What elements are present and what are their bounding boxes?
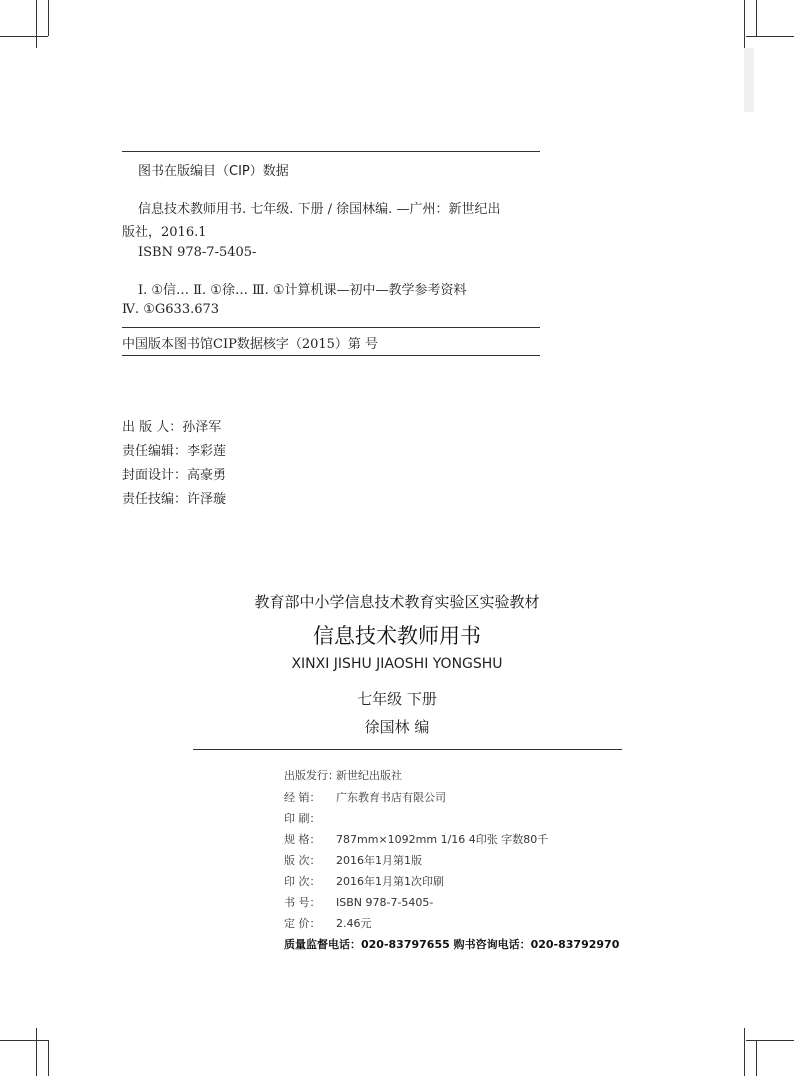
book-title-pinyin: XINXI JISHU JIAOSHI YONGSHU	[291, 656, 503, 672]
publication-row	[284, 915, 372, 931]
crop-mark	[744, 0, 745, 48]
crop-mark	[746, 1040, 794, 1041]
crop-mark	[0, 36, 48, 37]
cip-top-rule	[122, 151, 540, 152]
publication-value: 新世纪出版社	[336, 769, 402, 782]
publication-row	[284, 810, 336, 826]
staff-credit: 责任编辑：李彩莲	[122, 444, 227, 459]
staff-credit: 封面设计：高豪勇	[122, 468, 227, 483]
publication-label: 书 号：	[284, 896, 321, 909]
cip-line: 中国版本图书馆CIP数据核字（2015）第 号	[122, 337, 379, 352]
publication-row	[284, 894, 433, 910]
crop-mark	[756, 0, 757, 36]
crop-mark	[48, 1040, 49, 1076]
publication-label: 定 价：	[284, 917, 321, 930]
cip-line: ISBN 978-7-5405-	[138, 245, 257, 260]
publication-value: 787mm×1092mm 1/16 4印张 字数80千	[336, 833, 549, 846]
staff-credit: 责任技编：许泽璇	[122, 492, 227, 507]
crop-mark	[756, 1040, 757, 1076]
publication-value: 广东教育书店有限公司	[336, 791, 446, 804]
hotline: 质量监督电话：020-83797655 购书咨询电话：020-83792970	[284, 938, 620, 951]
book-title: 信息技术教师用书	[313, 624, 481, 648]
crop-mark	[744, 1028, 745, 1076]
publication-value: 2016年1月第1次印刷	[336, 875, 444, 888]
color-bar	[744, 48, 754, 112]
publication-row	[284, 852, 422, 868]
grade-volume: 七年级 下册	[357, 690, 437, 708]
publication-label: 版 次：	[284, 854, 321, 867]
cip-mid-rule	[122, 327, 540, 328]
cip-line: 版社，2016.1	[122, 225, 207, 240]
crop-mark	[36, 0, 37, 48]
publication-rule	[193, 749, 622, 750]
publication-label: 出版发行：	[284, 769, 339, 782]
cip-line: Ⅰ. ①信… Ⅱ. ①徐… Ⅲ. ①计算机课—初中—教学参考资料	[138, 283, 467, 298]
series-title: 教育部中小学信息技术教育实验区实验教材	[254, 593, 540, 611]
cip-bottom-rule	[122, 355, 540, 356]
publication-value: ISBN 978-7-5405-	[336, 896, 434, 909]
publication-label: 印 次：	[284, 875, 321, 888]
cip-line: 信息技术教师用书. 七年级. 下册 / 徐国林编. —广州：新世纪出	[138, 202, 501, 217]
publication-label: 规 格：	[284, 833, 321, 846]
author: 徐国林 编	[364, 718, 430, 736]
crop-mark	[48, 0, 49, 36]
staff-credit: 出 版 人：孙泽军	[122, 420, 222, 435]
crop-mark	[0, 1040, 48, 1041]
publication-label: 印 刷：	[284, 812, 321, 825]
crop-mark	[746, 36, 794, 37]
publication-row	[284, 873, 444, 889]
cip-line: Ⅳ. ①G633.673	[122, 302, 220, 317]
crop-mark	[36, 1028, 37, 1076]
publication-row	[284, 831, 548, 847]
publication-row	[284, 767, 402, 783]
publication-row	[284, 789, 446, 805]
publication-value: 2016年1月第1版	[336, 854, 422, 867]
publication-value: 2.46元	[336, 917, 372, 930]
cip-title: 图书在版编目（CIP）数据	[138, 164, 289, 179]
publication-label: 经 销：	[284, 791, 321, 804]
